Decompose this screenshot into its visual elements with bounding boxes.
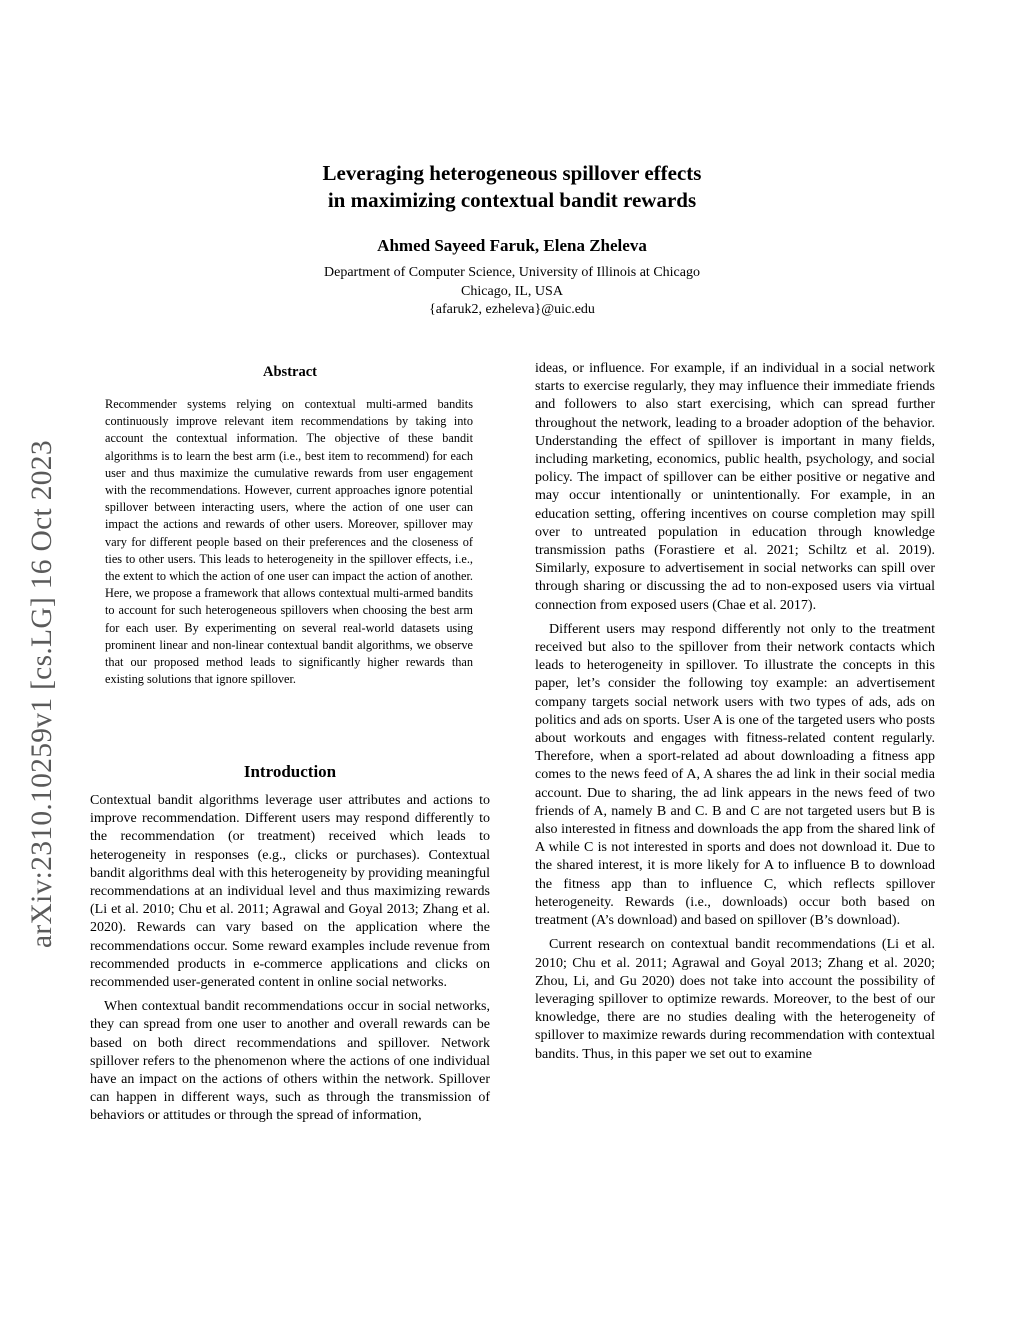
title-line-1: Leveraging heterogeneous spillover effects [322, 161, 702, 185]
intro-paragraph-1: Contextual bandit algorithms leverage user attributes and actions to improve recommendation. Different users may respond differently to the recommendation (or treatment) received which leads to heterogeneity in responses (e.g., clicks or purchases). Contextual bandit algorithms deal with this heterogeneity by providing meaningful recommendations at an individual level and thus maximizing rewards (Li et al. 2010; Chu et al. 2011; Agrawal and Goyal 2013; Zhang et al. 2020). Rewards can vary based on the application where the recommendations occur. Some reward examples include revenue from recommended products in e-commerce applications and clicks on recommended user-generated content in online social networks. [90, 793, 490, 991]
affiliation: Department of Computer Science, University of Illinois at Chicago [324, 265, 700, 280]
paper-title [0, 160, 1024, 214]
affiliation-block [0, 264, 1024, 320]
title-line-2: in maximizing contextual bandit rewards [327, 188, 697, 212]
intro-paragraph-2: When contextual bandit recommendations occur in social networks, they can spread from one user to another and overall rewards can be based on both direct recommendations and spillover. Network spillover refers to the phenomenon where the actions of one individual have an impact on the actions of others within the network. Spillover can happen in different ways, such as through the transmission of behaviors or attitudes or through the spread of information, [90, 999, 490, 1124]
location: Chicago, IL, USA [461, 283, 563, 299]
email: {afaruk2, ezheleva}@uic.edu [429, 302, 595, 317]
abstract-heading: Abstract [263, 364, 317, 380]
introduction-heading: Introduction [243, 762, 337, 781]
left-column-body [90, 792, 490, 1132]
right-column-body [535, 360, 935, 1070]
arxiv-identifier: arXiv:2310.10259v1 [cs.LG] 16 Oct 2023 [26, 440, 58, 948]
intro-paragraph-2-continued: ideas, or influence. For example, if an individual in a social network starts to exercise regularly, they may influence their immediate friends and followers to also start exercising, which can spread further throughout the network, leading to a broader adoption of the behavior. Understanding the effect of spillover is important in many fields, including marketing, economics, public health, psychology, and social policy. The impact of spillover can be either positive or negative and may occur intentionally or unintentionally. For example, in an education setting, offering incentives on course completion may spill over to untreated population in education through knowledge transmission paths (Forastiere et al. 2021; Schiltz et al. 2019). Similarly, exposure to advertisement in social networks can spill over through sharing or discussing the ad to non-exposed users via virtual connection from exposed users (Chae et al. 2017). [535, 361, 935, 613]
authors: Ahmed Sayeed Faruk, Elena Zheleva [377, 236, 647, 255]
intro-paragraph-4: Current research on contextual bandit recommendations (Li et al. 2010; Chu et al. 2011; Agrawal and Goyal 2013; Zhang et al. 2020; Zhou, Li, and Gu 2020) does not take into account the possibility of leveraging spillover to optimize rewards. Moreover, to the best of our knowledge, there are no studies dealing with the heterogeneity of spillover to maximize rewards during recommendation with contextual bandits. Thus, in this paper we set out to examine [535, 937, 935, 1062]
intro-paragraph-3: Different users may respond differently not only to the treatment received but also to the spillover from their network contacts which leads to heterogeneity in spillover. To illustrate the concepts in this paper, let’s consider the following toy example: an advertisement company targets social network users with two types of ads, ads on politics and ads on sports. User A is one of the targeted users who posts about workouts and engages with fitness-related content regularly. Therefore, when a sport-related ad about downloading a fitness app comes to the news feed of A, A shares the ad link in their social media account. Due to sharing, the ad link appears in the news feed of two friends of A, namely B and C. B and C are not targeted users but B is also interested in fitness and downloads the app from the shared link of A while C is not interested in sports and does not download it. Due to the shared interest, it is more likely for A to influence B to download the fitness app than to influence C, which reflects spillover heterogeneity. Rewards (i.e., downloads) occur both based on treatment (A’s download) and based on spillover (B’s download). [535, 621, 935, 929]
abstract-text: Recommender systems relying on contextual multi-armed bandits continuously improve relevant item recommendations by taking into account the contextual information. The objective of these bandit algorithms is to learn the best arm (i.e., best item to recommend) for each user and thus maximize the cumulative rewards from user engagement with the recommendations. However, current approaches ignore potential spillover between interacting users, where the action of one user can impact the actions and rewards of other users. Moreover, spillover may vary for different people based on their preferences and the closeness of ties to other users. This leads to heterogeneity in the spillover effects, i.e., the extent to which the action of one user can impact the action of another. Here, we propose a framework that allows contextual multi-armed bandits to account for such heterogeneous spillovers when choosing the best arm for each user. By experimenting on several real-world datasets using prominent linear and non-linear contextual bandit algorithms, we observe that our proposed method leads to significantly higher rewards than existing solutions that ignore spillover. [105, 397, 473, 687]
